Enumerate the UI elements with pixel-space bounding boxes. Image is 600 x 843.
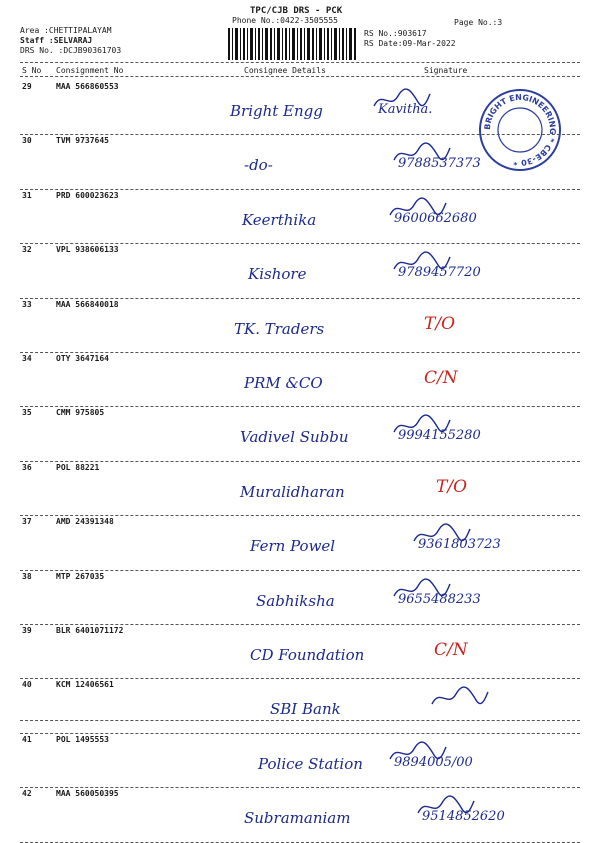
col-signature: Signature (424, 66, 468, 75)
separator (20, 733, 580, 734)
consignment-number: MAA 560050395 (56, 789, 119, 799)
table-row (20, 300, 580, 354)
rs-date: RS Date:09-Mar-2022 (364, 39, 456, 48)
serial-number: 33 (22, 299, 32, 309)
delivery-status-mark: C/N (434, 640, 468, 660)
signature: 9655488233 (398, 591, 481, 607)
signature: 9994155280 (398, 428, 481, 444)
table-row (20, 680, 580, 734)
separator (20, 570, 580, 571)
consignee-name: Sabhiksha (256, 591, 335, 610)
table-row (20, 463, 580, 517)
serial-number: 39 (22, 626, 32, 635)
signature: Kavitha. (378, 102, 433, 117)
serial-number: 29 (22, 82, 32, 91)
separator (20, 243, 580, 244)
col-consignment: Consignment No (56, 66, 124, 75)
consignee-name: Keerthika (242, 210, 317, 229)
staff-label: Staff :SELVARAJ (20, 36, 93, 45)
consignee-name: Fern Powel (250, 537, 336, 556)
separator (20, 406, 580, 407)
consignee-name: Bright Engg (230, 102, 323, 120)
separator (20, 134, 580, 135)
consignee-name: Police Station (258, 754, 363, 773)
consignment-number: TVM 9737645 (56, 136, 109, 146)
barcode (228, 28, 356, 60)
table-row (20, 517, 580, 571)
serial-number: 30 (22, 136, 32, 146)
separator (20, 189, 580, 190)
signature-scribble (412, 523, 472, 547)
separator (20, 515, 580, 516)
consignment-number: VPL 938606133 (56, 245, 119, 255)
consignment-number: PRD 600023623 (56, 190, 119, 200)
signature-scribble (392, 251, 452, 275)
signature: 9514852620 (422, 809, 505, 825)
signature-scribble (392, 578, 452, 602)
consignment-number: POL 1495553 (56, 734, 109, 744)
rs-number: RS No.:903617 (364, 29, 427, 38)
signature-scribble (392, 142, 452, 166)
consignment-number: BLR 6401071172 (56, 626, 124, 635)
signature-scribble (388, 741, 448, 765)
table-row (20, 191, 580, 245)
consignment-number: OTY 3647164 (56, 354, 109, 363)
signature: 9788537373 (398, 156, 481, 172)
signature-scribble (392, 414, 452, 438)
serial-number: 42 (22, 789, 32, 799)
svg-text:BRIGHT ENGINEERING * CBE-30 *: BRIGHT ENGINEERING * CBE-30 * (482, 92, 558, 168)
consignment-number: MAA 566840018 (56, 299, 119, 309)
separator (20, 787, 580, 788)
serial-number: 35 (22, 408, 32, 418)
area-label: Area :CHETTIPALAYAM (20, 26, 112, 35)
separator (20, 298, 580, 299)
separator (20, 720, 580, 721)
serial-number: 41 (22, 734, 32, 744)
drs-number: DRS No. :DCJB90361703 (20, 46, 122, 55)
serial-number: 37 (22, 517, 32, 527)
col-sno: S No (22, 66, 42, 75)
consignee-name: Subramaniam (244, 809, 351, 828)
serial-number: 40 (22, 680, 32, 690)
separator (20, 842, 580, 843)
separator (20, 461, 580, 462)
separator (20, 76, 580, 77)
page-number: Page No.:3 (454, 18, 503, 27)
signature: 9361803723 (418, 537, 501, 553)
delivery-status-mark: T/O (424, 313, 456, 334)
signature: 9600662680 (394, 210, 477, 226)
signature-scribble (388, 197, 448, 221)
table-row (20, 735, 580, 789)
separator (20, 624, 580, 625)
table-row (20, 408, 580, 462)
document-title: TPC/CJB DRS - PCK (250, 6, 343, 16)
consignment-number: POL 88221 (56, 462, 100, 472)
table-row (20, 354, 580, 408)
serial-number: 38 (22, 571, 32, 581)
signature: 9789457720 (398, 265, 481, 281)
consignee-name: TK. Traders (234, 319, 325, 338)
consignee-name: CD Foundation (250, 646, 365, 664)
consignment-number: KCM 12406561 (56, 680, 114, 690)
signature: 9894005/00 (394, 754, 473, 770)
consignment-number: MAA 566860553 (56, 82, 119, 91)
table-row (20, 136, 580, 190)
delivery-status-mark: C/N (424, 368, 458, 388)
consignment-number: AMD 24391348 (56, 517, 114, 527)
signature-scribble (416, 795, 476, 819)
consignee-name: SBI Bank (270, 700, 341, 719)
table-row (20, 789, 580, 843)
table-row (20, 626, 580, 680)
consignee-name: PRM &CO (244, 374, 323, 392)
consignee-name: Muralidharan (240, 482, 345, 501)
consignee-name: Kishore (248, 265, 307, 284)
delivery-status-mark: T/O (436, 476, 468, 497)
table-row (20, 245, 580, 299)
col-consignee: Consignee Details (244, 66, 326, 75)
serial-number: 31 (22, 190, 32, 200)
serial-number: 34 (22, 354, 32, 363)
table-row (20, 572, 580, 626)
separator (20, 62, 580, 63)
serial-number: 36 (22, 462, 32, 472)
consignment-number: CMM 975805 (56, 408, 105, 418)
consignee-name: Vadivel Subbu (240, 428, 349, 447)
separator (20, 352, 580, 353)
signature-scribble (430, 686, 490, 710)
table-row (20, 82, 580, 136)
consignment-number: MTP 267035 (56, 571, 105, 581)
signature-scribble (372, 88, 432, 112)
phone-number: Phone No.:0422-3505555 (232, 16, 338, 25)
separator (20, 678, 580, 679)
serial-number: 32 (22, 245, 32, 255)
consignee-name: -do- (244, 156, 273, 175)
